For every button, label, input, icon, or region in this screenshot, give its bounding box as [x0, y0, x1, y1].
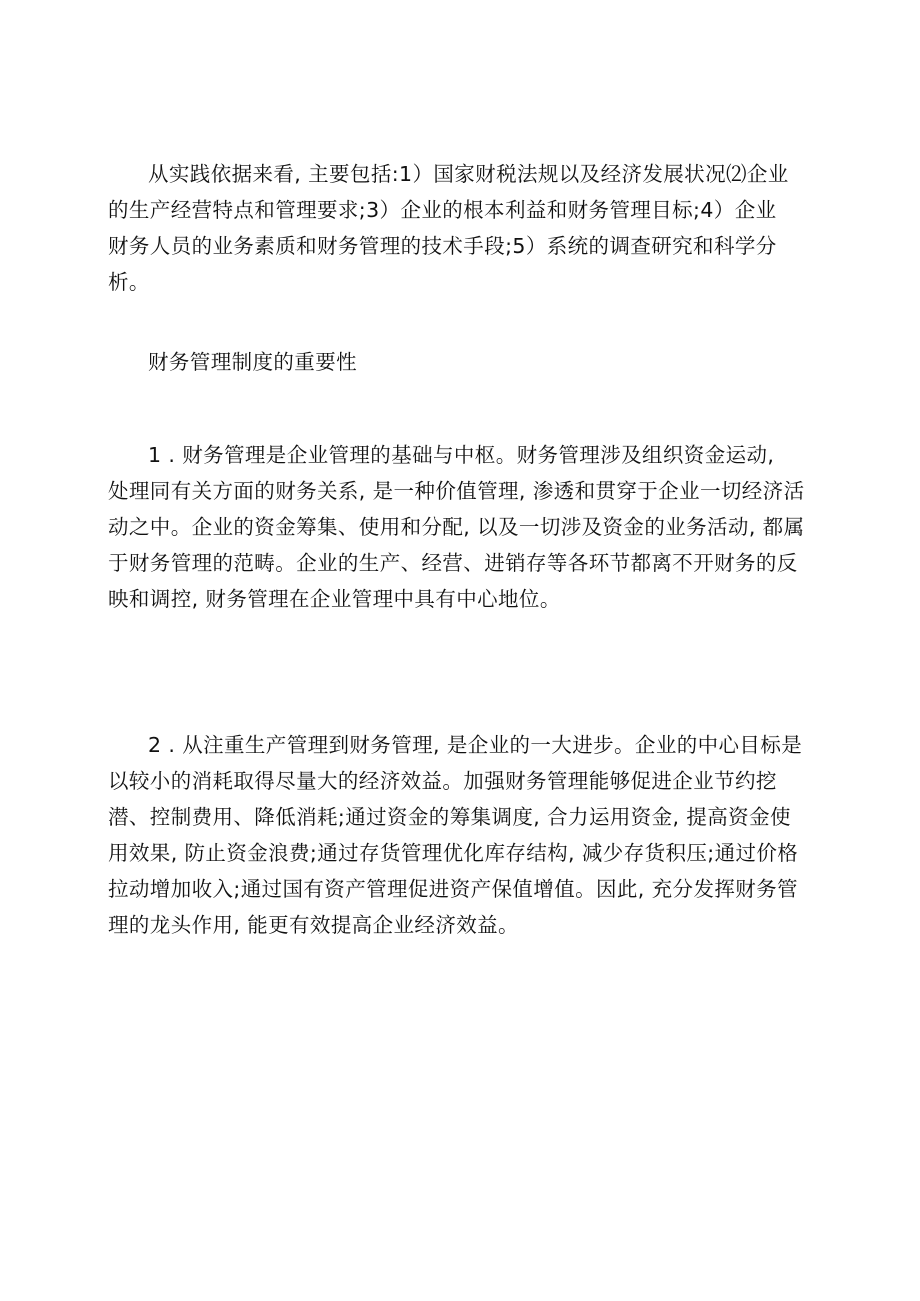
paragraph-line: 析。 — [108, 270, 150, 294]
paragraph-line: 映和调控, 财务管理在企业管理中具有中心地位。 — [108, 587, 561, 611]
paragraph-line: 理的龙头作用, 能更有效提高企业经济效益。 — [108, 913, 519, 937]
paragraph-line: 的生产经营特点和管理要求;3）企业的根本利益和财务管理目标;4）企业 — [108, 198, 777, 222]
paragraph-line: 于财务管理的范畴。企业的生产、经营、进销存等各环节都离不开财务的反 — [108, 551, 798, 575]
paragraph-line: 1 . 财务管理是企业管理的基础与中枢。财务管理涉及组织资金运动, — [148, 443, 775, 467]
paragraph-practice-basis — [108, 156, 818, 300]
paragraph-line: 财务人员的业务素质和财务管理的技术手段;5）系统的调查研究和科学分 — [108, 234, 777, 258]
paragraph-point-2 — [108, 727, 818, 943]
paragraph-line: 2 . 从注重生产管理到财务管理, 是企业的一大进步。企业的中心目标是 — [148, 733, 803, 757]
paragraph-line: 以较小的消耗取得尽量大的经济效益。加强财务管理能够促进企业节约挖 — [108, 769, 777, 793]
paragraph-line: 从实践依据来看, 主要包括:1）国家财税法规以及经济发展状况⑵企业 — [148, 162, 789, 186]
section-heading: 财务管理制度的重要性 — [148, 350, 357, 374]
paragraph-line: 处理同有关方面的财务关系, 是一种价值管理, 渗透和贯穿于企业一切经济活 — [108, 479, 805, 503]
paragraph-line: 拉动增加收入;通过国有资产管理促进资产保值增值。因此, 充分发挥财务管 — [108, 877, 798, 901]
paragraph-line: 用效果, 防止资金浪费;通过存货管理优化库存结构, 减少存货积压;通过价格 — [108, 841, 799, 865]
paragraph-line: 潜、控制费用、降低消耗;通过资金的筹集调度, 合力运用资金, 提高资金使 — [108, 805, 791, 829]
paragraph-line: 动之中。企业的资金筹集、使用和分配, 以及一切涉及资金的业务活动, 都属 — [108, 515, 805, 539]
paragraph-point-1 — [108, 437, 818, 617]
